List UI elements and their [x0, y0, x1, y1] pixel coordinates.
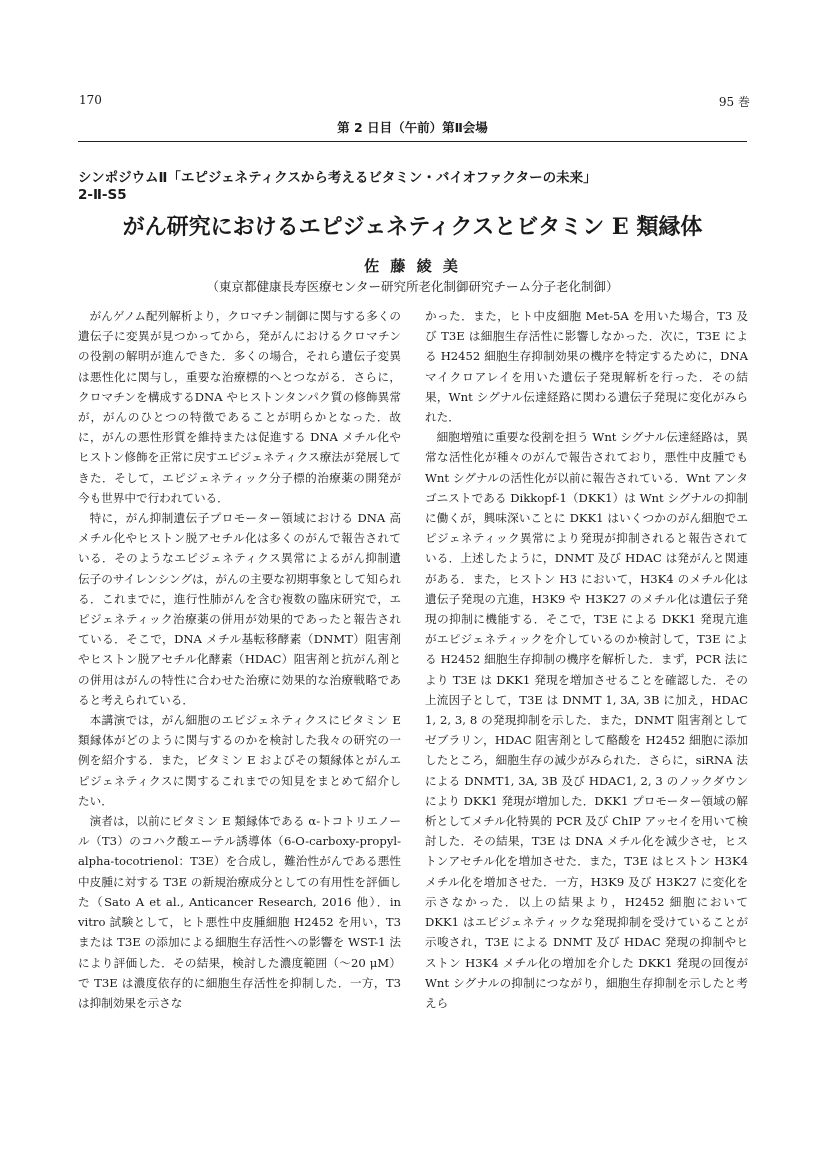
volume-label: 95 巻: [718, 95, 750, 109]
paragraph: 本講演では，がん細胞のエピジェネティクスにビタミン E 類縁体がどのように関与するのかを検討した我々の研究の一例を紹介する．また，ビタミン E およびその類縁体とがんエピジェネティクスに関するこれまでの知見をまとめて紹介したい．: [78, 713, 401, 808]
paragraph: かった．また，ヒト中皮細胞 Met-5A を用いた場合，T3 及び T3E は細胞生存活性に影響しなかった．次に，T3E による H2452 細胞生存抑制効果の機序を特定するために，DNA マイクロアレイを用いた遺伝子発現解析を行った．その結果，Wnt シグナル伝達経路に関わる遺伝子発現に変化がみられた．: [425, 309, 748, 425]
paragraph: がんゲノム配列解析より，クロマチン制御に関与する多くの遺伝子に変異が見つかってから，発がんにおけるクロマチンの役割の解明が進んできた．多くの場合，それら遺伝子変異は悪性化に関与し，重要な治療標的へとつながる．さらに，クロマチンを構成するDNA やヒストンタンパク質の修飾異常が，がんのひとつの特徴であることが明らかとなった．故に，がんの悪性形質を維持または促進する DNA メチル化やヒストン修飾を正常に戻すエピジェネティクス療法が発展してきた．そして，エピジェネティック分子標的治療薬の開発が今も世界中で行われている．: [78, 309, 401, 505]
symposium-heading: [78, 170, 758, 204]
body-column-left: [78, 306, 401, 1013]
body-column-right: [425, 306, 748, 1013]
author-name: 佐 藤 綾 美: [364, 257, 461, 275]
abstract-code: 2-Ⅱ-S5: [78, 187, 127, 203]
author-affiliation: （東京都健康長寿医療センター研究所老化制御研究チーム分子老化制御）: [206, 279, 619, 294]
session-header: 第 2 日目（午前）第Ⅱ会場: [78, 118, 747, 142]
paragraph: 特に，がん抑制遺伝子プロモーター領域における DNA 高メチル化やヒストン脱アセチル化は多くのがんで報告されている．そのようなエピジェネティクス異常によるがん抑制遺伝子のサイレンシングは，がんの主要な初期事象として知られる．これまでに，進行性肺がんを含む複数の臨床研究で，エピジェネティック治療薬の併用が効果的であったと報告されている．そこで，DNA メチル基転移酵素（DNMT）阻害剤やヒストン脱アセチル化酵素（HDAC）阻害剤と抗がん剤との併用はがんの特性に合わせた治療に効果的な治療戦略であると考えられている．: [78, 511, 401, 707]
symposium-title: シンポジウムⅡ「エピジェネティクスから考えるビタミン・バイオファクターの未来」: [78, 170, 597, 186]
paragraph: 演者は，以前にビタミン E 類縁体である α-トコトリエノール（T3）のコハク酸エーテル誘導体（6-O-carboxy-propyl-alpha-tocotrienol：T3E）を合成し，難治性がんである悪性中皮腫に対する T3E の新規治療成分としての有用性を評価した（Sato A et al., Anticancer Research, 2016 他）．in vitro 試験として，ヒト悪性中皮腫細胞 H2452 を用い，T3 または T3E の添加による細胞生存活性への影響を WST-1 法により評価した．その結果，検討した濃度範囲（～20 μM）で T3E は濃度依存的に細胞生存活性を抑制した．一方，T3 は抑制効果を示さな: [78, 814, 401, 1010]
paragraph: 細胞増殖に重要な役割を担う Wnt シグナル伝達経路は，異常な活性化が種々のがんで報告されており，悪性中皮腫でも Wnt シグナルの活性化が以前に報告されている．Wnt アンタゴニストである Dikkopf-1（DKK1）は Wnt シグナルの抑制に働くが，興味深いことに DKK1 はいくつかのがん細胞でエピジェネティック異常により発現が抑制されると報告されている．上述したように，DNMT 及び HDAC は発がんと関連がある．また，ヒストン H3 において，H3K4 のメチル化は遺伝子発現の亢進，H3K9 や H3K27 のメチル化は遺伝子発現の抑制に機能する．そこで，T3E による DKK1 発現亢進がエピジェネティックを介しているのか検討して，T3E による H2452 細胞生存抑制の機序を解析した．まず，PCR 法により T3E は DKK1 発現を増加させることを確認した．その上流因子として，T3E は DNMT 1, 3A, 3B に加え，HDAC 1, 2, 3, 8 の発現抑制を示した．また，DNMT 阻害剤としてゼブラリン，HDAC 阻害剤として酪酸を H2452 細胞に添加したところ，細胞生存の減少がみられた．さらに，siRNA 法による DNMT1, 3A, 3B 及び HDAC1, 2, 3 のノックダウンにより DKK1 発現が増加した．DKK1 プロモーター領域の解析としてメチル化特異的 PCR 及び ChIP アッセイを用いて検討した．その結果，T3E は DNA メチル化を減少させ，ヒストンアセチル化を増加させた．また，T3E はヒストン H3K4 メチル化を増加させた．一方，H3K9 及び H3K27 に変化を示さなかった．以上の結果より，H2452 細胞において DKK1 はエピジェネティックな発現抑制を受けていることが示唆され，T3E による DNMT 及び HDAC 発現の抑制やヒストン H3K4 メチル化の増加を介した DKK1 発現の回復が Wnt シグナルの抑制につながり，細胞生存抑制を示したと考えら: [425, 430, 748, 1010]
page-number: 170: [79, 93, 102, 107]
article-title: がん研究におけるエピジェネティクスとビタミン E 類縁体: [122, 214, 703, 240]
